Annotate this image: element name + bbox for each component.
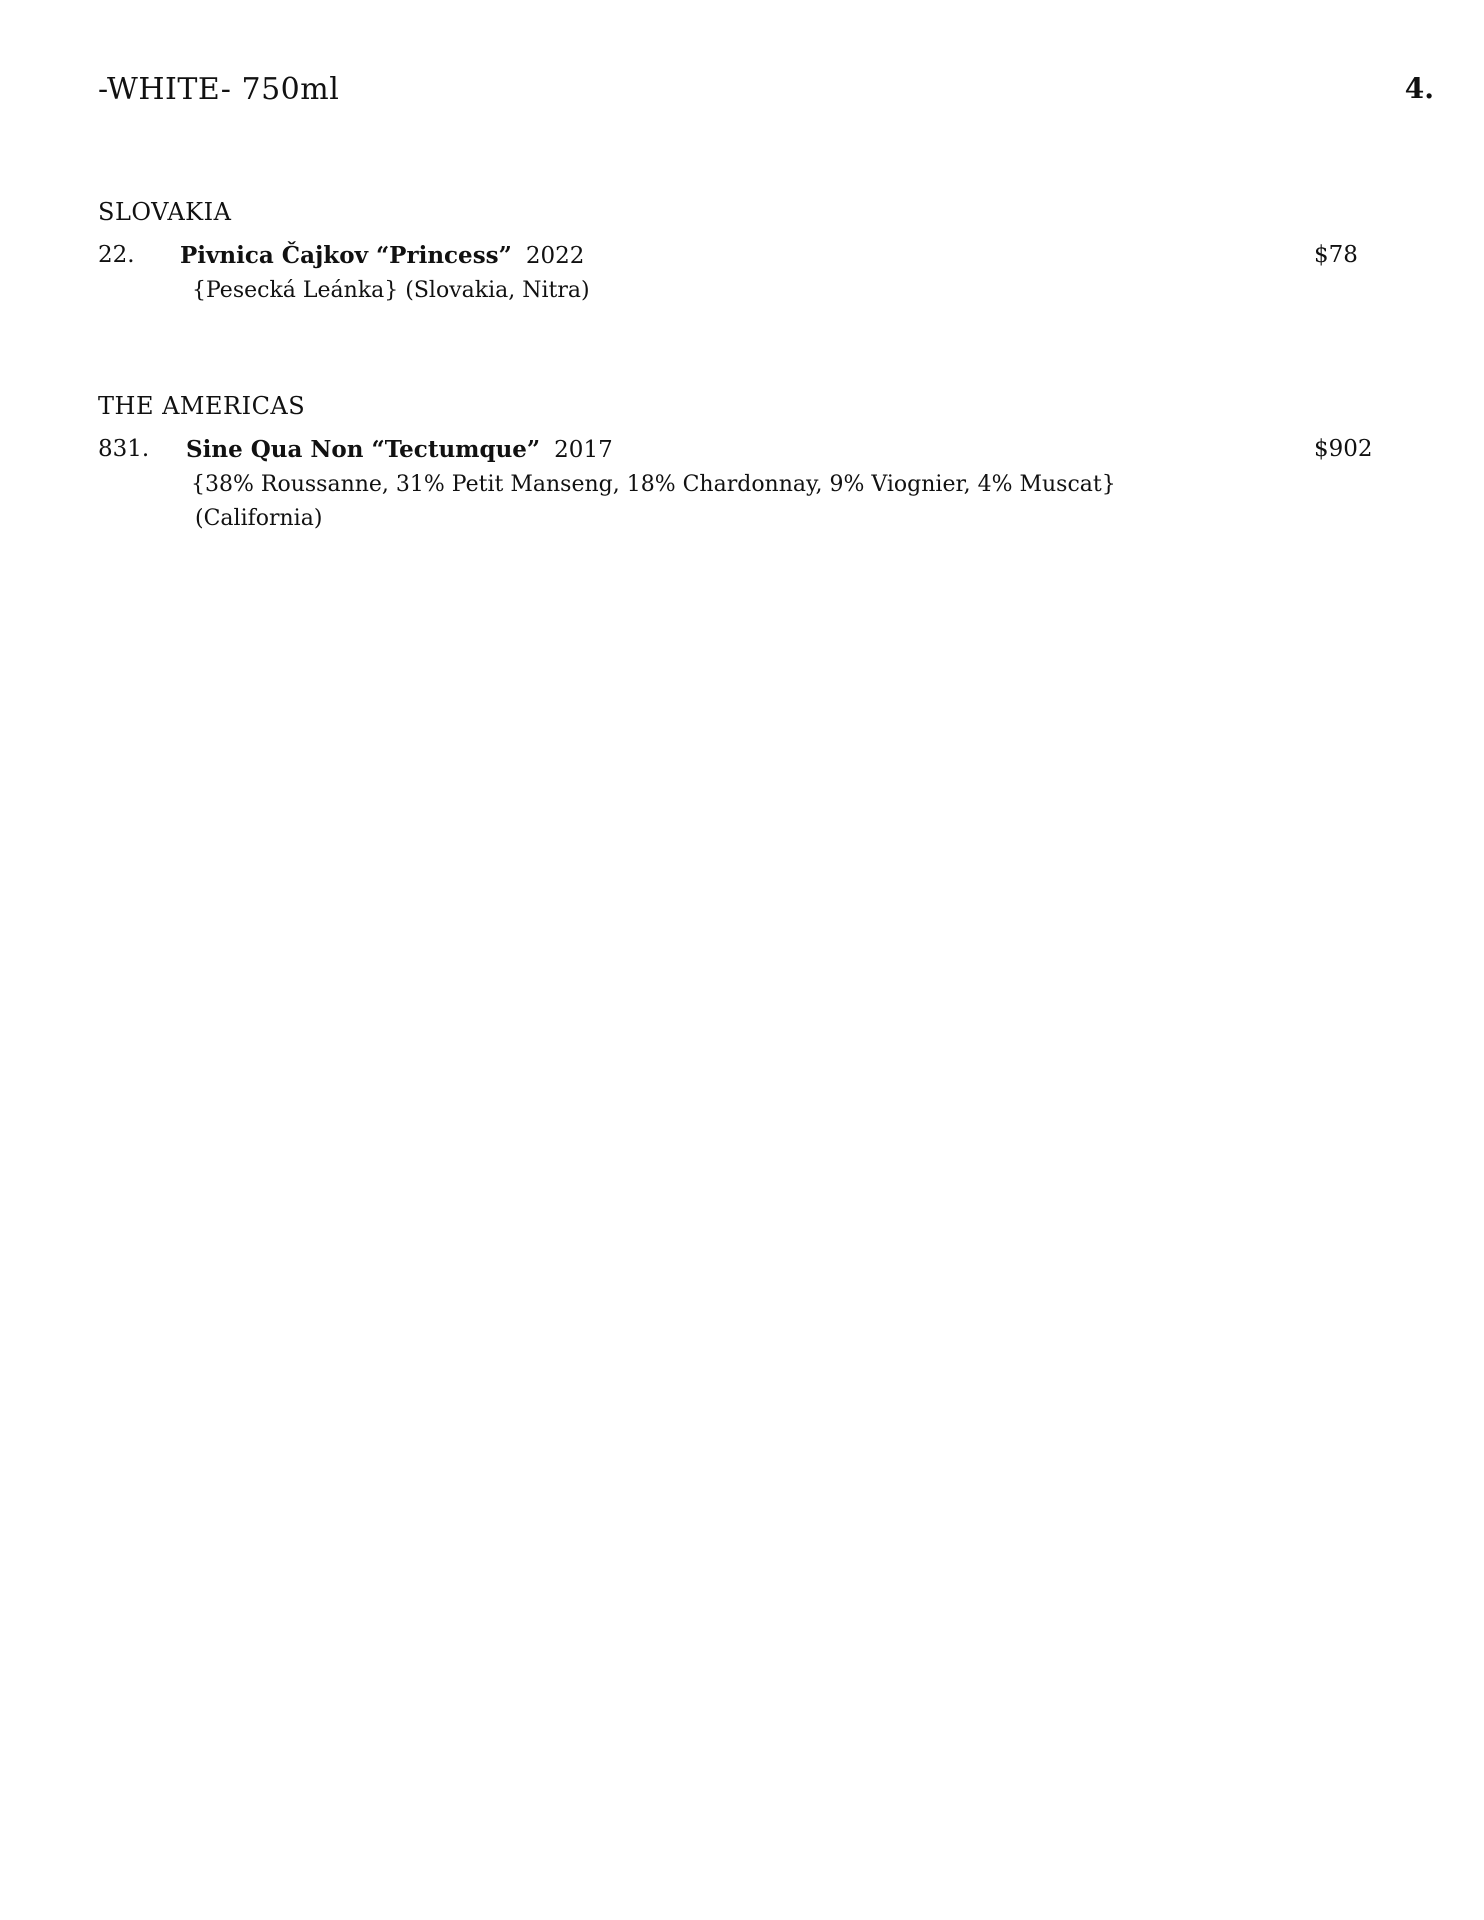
wine-name: Sine Qua Non “Tectumque” xyxy=(186,436,541,463)
wine-price: $902 xyxy=(1314,436,1373,462)
bin-number: 831. xyxy=(98,436,150,462)
page-title: -WHITE- 750ml xyxy=(98,72,340,107)
page-header xyxy=(98,72,1434,116)
section-the-americas xyxy=(98,392,1434,536)
wine-title-group xyxy=(186,436,613,463)
section-heading: SLOVAKIA xyxy=(98,198,232,226)
section-heading: THE AMERICAS xyxy=(98,392,306,420)
wine-name: Pivnica Čajkov “Princess” xyxy=(180,242,512,269)
wine-detail-line: (California) xyxy=(195,506,323,531)
wine-price: $78 xyxy=(1314,242,1358,268)
section-slovakia xyxy=(98,198,1434,308)
wine-line xyxy=(98,436,1434,468)
wine-details xyxy=(98,274,1434,308)
wine-details xyxy=(98,468,1434,536)
wine-vintage: 2017 xyxy=(554,437,613,463)
wine-entry xyxy=(98,436,1434,536)
wine-detail-line: {38% Roussanne, 31% Petit Manseng, 18% Chardonnay, 9% Viognier, 4% Muscat} xyxy=(191,472,1116,497)
bin-number: 22. xyxy=(98,242,135,268)
wine-entry xyxy=(98,242,1434,308)
wine-detail-line: {Pesecká Leánka} (Slovakia, Nitra) xyxy=(192,278,590,303)
wine-title-group xyxy=(180,242,584,269)
page-number: 4. xyxy=(1404,72,1434,105)
wine-vintage: 2022 xyxy=(525,243,585,269)
wine-line xyxy=(98,242,1434,274)
